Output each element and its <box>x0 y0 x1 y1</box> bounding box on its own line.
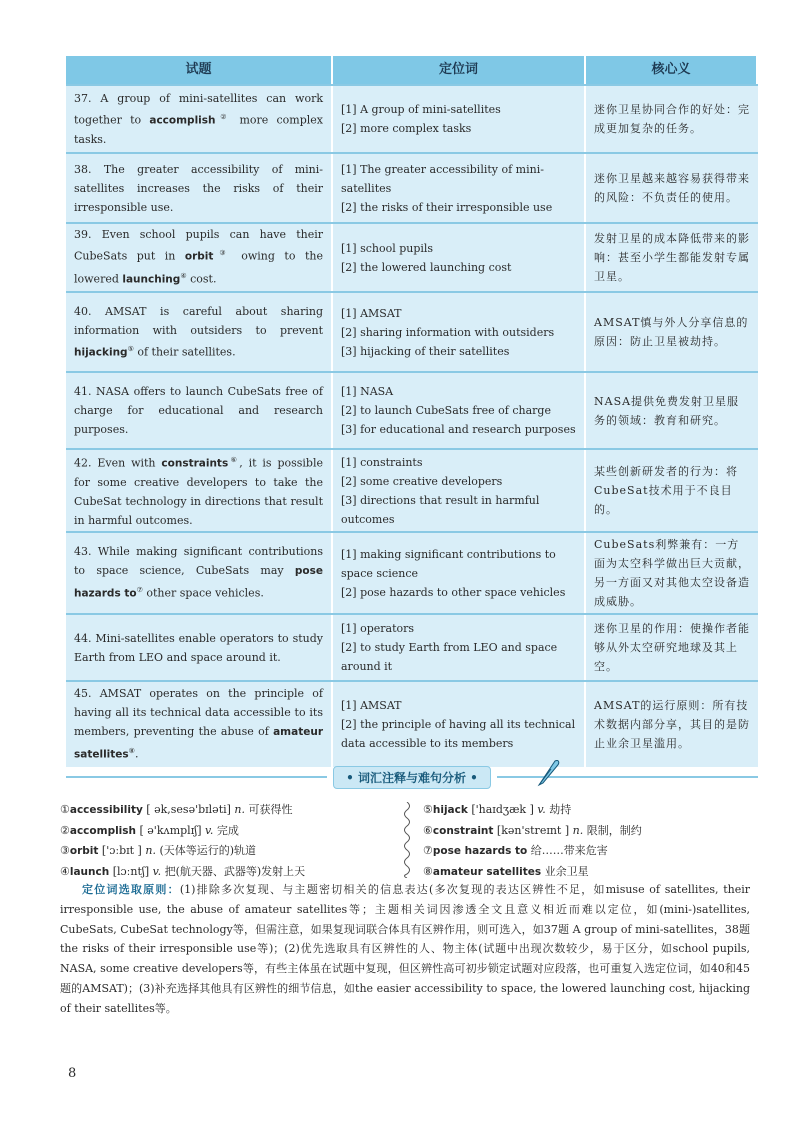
keyword-item: [1] constraints <box>341 455 423 469</box>
meaning-cell <box>586 373 758 448</box>
keywords-cell <box>333 86 586 152</box>
keywords-cell <box>333 533 586 613</box>
question-cell <box>66 154 333 222</box>
keyword-item: [1] A group of mini-satellites <box>341 103 501 116</box>
keyword-item: [1] school pupils <box>341 241 434 255</box>
meaning-text: 迷你卫星协同合作的好处：完成更加复杂的任务。 <box>594 103 750 135</box>
vocab-notes <box>60 800 760 878</box>
meaning-text: AMSAT慎与外人分享信息的原因：防止卫星被劫持。 <box>594 316 749 348</box>
keyword-item: [3] hijacking of their satellites <box>341 344 510 358</box>
meaning-cell <box>586 224 758 291</box>
table-header <box>66 56 758 84</box>
table-row <box>66 152 758 222</box>
feather-pen-icon <box>535 757 561 787</box>
band-rule-left <box>66 776 327 778</box>
meaning-text: 迷你卫星越来越容易获得带来的风险：不负责任的使用。 <box>594 172 750 204</box>
principle-lead: 定位词选取原则： <box>82 883 180 896</box>
meaning-text: NASA提供免费发射卫星服务的领域：教育和研究。 <box>594 394 740 427</box>
vocab-entry: ⑥constraint [kən'streɪnt ] n. 限制，制约 <box>423 823 642 837</box>
keyword-item: [2] to launch CubeSats free of charge <box>341 404 551 417</box>
principle-paragraph <box>60 880 750 1019</box>
keyword-item: [1] AMSAT <box>341 699 402 712</box>
keyword-item: [2] some creative developers <box>341 474 503 488</box>
meaning-cell <box>586 533 758 613</box>
meaning-text: CubeSats利弊兼有：一方面为太空科学做出巨大贡献，另一方面又对其他太空设备造成威胁。 <box>594 538 750 608</box>
vocab-entry: ④launch [lɔːntʃ] v. 把(航天器、武器等)发射上天 <box>60 864 306 878</box>
table-row <box>66 613 758 680</box>
question-cell <box>66 373 333 448</box>
meaning-cell <box>586 615 758 680</box>
keywords-cell <box>333 450 586 531</box>
keywords-cell <box>333 154 586 222</box>
meaning-text: 迷你卫星的作用：使操作者能够从外太空研究地球及其上空。 <box>594 622 750 673</box>
keyword-item: [1] NASA <box>341 385 394 398</box>
vocab-entry: ⑦pose hazards to 给……带来危害 <box>423 844 608 857</box>
keyword-item: [3] for educational and research purposes <box>341 423 576 436</box>
question-text: 45. AMSAT operates on the principle of having all its technical data accessible to its members, preventing the abuse of amateur satellites⑧. <box>74 687 323 761</box>
keywords-cell <box>333 373 586 448</box>
table-row <box>66 371 758 448</box>
keyword-item: [2] pose hazards to other space vehicles <box>341 585 566 599</box>
table-row <box>66 680 758 767</box>
meaning-cell <box>586 86 758 152</box>
table-row <box>66 222 758 291</box>
question-text: 44. Mini-satellites enable operators to study Earth from LEO and space around it. <box>74 631 323 664</box>
section-band <box>66 765 758 789</box>
spiral-divider-icon <box>400 802 414 878</box>
keywords-cell <box>333 293 586 371</box>
table-row <box>66 531 758 613</box>
table-row <box>66 448 758 531</box>
question-text: 37. A group of mini-satellites can work together to accomplish② more complex tasks. <box>74 91 323 147</box>
vocab-entry: ③orbit ['ɔːbɪt ] n. (天体等运行的)轨道 <box>60 844 257 857</box>
question-cell <box>66 293 333 371</box>
question-text: 38. The greater accessibility of mini-satellites increases the risks of their irresponsible use. <box>74 162 323 214</box>
header-keywords: 定位词 <box>333 56 586 84</box>
keyword-item: [2] sharing information with outsiders <box>341 325 555 339</box>
header-question: 试题 <box>66 56 333 84</box>
meaning-text: 发射卫星的成本降低带来的影响：甚至小学生都能发射专属卫星。 <box>594 232 750 283</box>
section-badge: • 词汇注释与难句分析 • <box>333 766 491 789</box>
vocab-entry: ②accomplish [ ə'kʌmplɪʃ] v. 完成 <box>60 823 239 837</box>
question-text: 43. While making significant contributions to space science, CubeSats may pose hazards to⑦ other space vehicles. <box>74 545 323 600</box>
vocab-right-column <box>423 800 753 882</box>
question-text: 41. NASA offers to launch CubeSats free of charge for educational and research purposes. <box>74 385 323 436</box>
meaning-cell <box>586 450 758 531</box>
meaning-cell <box>586 293 758 371</box>
question-cell <box>66 682 333 767</box>
keywords-cell <box>333 615 586 680</box>
question-text: 40. AMSAT is careful about sharing information with outsiders to prevent hijacking⑤ of their satellites. <box>74 304 323 359</box>
keywords-cell <box>333 224 586 291</box>
keyword-item: [1] AMSAT <box>341 306 402 320</box>
question-text: 42. Even with constraints⑥, it is possible for some creative developers to take the CubeSat technology in directions that result in harmful outcomes. <box>74 455 323 528</box>
page-number: 8 <box>68 1066 77 1081</box>
question-cell <box>66 86 333 152</box>
meaning-text: AMSAT的运行原则：所有技术数据内部分享，其目的是防止业余卫星滥用。 <box>594 699 750 750</box>
vocab-entry: ⑧amateur satellites 业余卫星 <box>423 864 589 878</box>
question-cell <box>66 224 333 291</box>
meaning-text: 某些创新研发者的行为：将CubeSat技术用于不良目的。 <box>594 465 738 516</box>
vocab-entry: ①accessibility [ ək,sesə'bɪləti] n. 可获得性 <box>60 803 293 816</box>
keyword-item: [2] more complex tasks <box>341 122 472 135</box>
keyword-item: [2] the risks of their irresponsible use <box>341 200 553 214</box>
question-text: 39. Even school pupils can have their CubeSats put in orbit③ owing to the lowered launching④ cost. <box>74 228 323 286</box>
table-row <box>66 84 758 152</box>
meaning-cell <box>586 682 758 767</box>
keyword-item: [2] the lowered launching cost <box>341 260 512 274</box>
table-row <box>66 291 758 371</box>
meaning-cell <box>586 154 758 222</box>
keyword-item: [1] operators <box>341 622 415 635</box>
vocab-entry: ⑤hijack ['haɪdʒæk ] v. 劫持 <box>423 803 572 816</box>
keyword-item: [1] The greater accessibility of mini-satellites <box>341 162 544 195</box>
question-cell <box>66 533 333 613</box>
header-meaning: 核心义 <box>586 56 758 84</box>
keyword-item: [2] the principle of having all its technical data accessible to its members <box>341 718 576 750</box>
question-cell <box>66 450 333 531</box>
question-cell <box>66 615 333 680</box>
keyword-item: [1] making significant contributions to space science <box>341 547 556 580</box>
keyword-item: [3] directions that result in harmful outcomes <box>341 493 540 526</box>
vocab-left-column <box>60 800 390 882</box>
keywords-cell <box>333 682 586 767</box>
principle-text: (1)排除多次复现、与主题密切相关的信息表达(多次复现的表达区辨性不足，如misuse of satellites, their irresponsible use, the abuse of amateur satellites等；主题相关词因渗透全文且意义相近而难以定位，如(mini-)satellites, CubeSats, CubeSat technology等，但需注意，如果复现词联合体具有区辨作用，则可选入，如37题 A group of mini-satellites，38题 the risks of their irresponsible use等)；(2)优先选取具有区辨性的人、物主体(试题中出现次数较少，易于区分，如school pupils, NASA, some creative developers等，有些主体虽在试题中复现，但区辨性高可初步锁定试题对应段落，也可重复入选定位词，如40和45题的AMSAT)；(3)补充选择其他具有区辨性的细节信息，如the easier accessibility to space, the lowered launching cost, hijacking of their satellites等。 <box>60 883 751 1015</box>
keyword-item: [2] to study Earth from LEO and space around it <box>341 641 558 673</box>
